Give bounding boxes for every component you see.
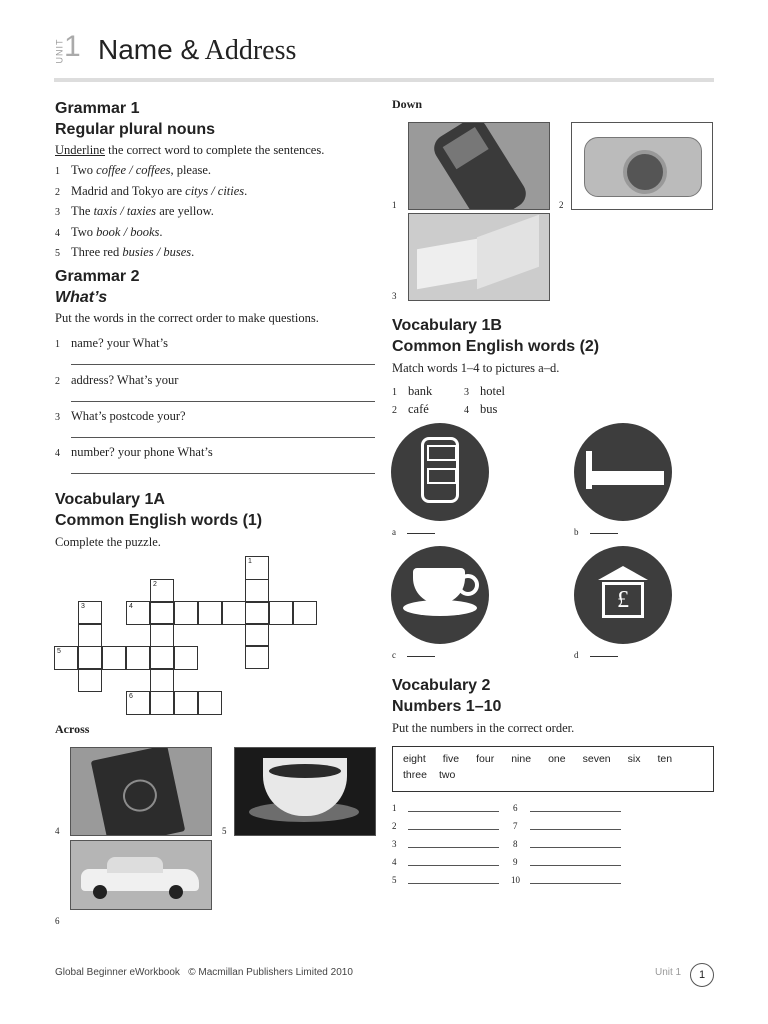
crossword-cell[interactable] xyxy=(150,691,174,715)
item-number: 4 xyxy=(464,405,469,416)
word-box-line1 xyxy=(403,753,672,765)
vocab1b-section xyxy=(392,315,712,376)
grammar1-subheading: Regular plural nouns xyxy=(55,121,216,138)
clue-number: 1 xyxy=(248,558,252,565)
instr-underline: Underline xyxy=(55,143,105,157)
crossword-cell[interactable] xyxy=(78,646,102,670)
item-number: 4 xyxy=(55,448,60,459)
cup-handle xyxy=(457,574,479,596)
title-part-a: Name & xyxy=(98,34,200,65)
crossword-cell[interactable] xyxy=(198,691,222,715)
camera-body xyxy=(584,137,702,197)
word: eight xyxy=(403,753,426,765)
car-roof xyxy=(107,857,163,873)
bed-icon xyxy=(574,423,672,521)
item-post: . xyxy=(244,183,248,198)
answer-line[interactable] xyxy=(71,473,375,474)
crossword-cell[interactable] xyxy=(150,601,174,625)
list-item xyxy=(55,243,375,264)
word: three xyxy=(403,769,427,781)
item-number: 5 xyxy=(55,248,60,259)
unit-tag-text: UNIT xyxy=(54,38,65,64)
camera-photo xyxy=(571,122,713,210)
list-item xyxy=(55,182,375,203)
vocab2-instruction: Put the numbers in the correct order. xyxy=(392,721,575,735)
item-number: 2 xyxy=(55,186,60,198)
grammar2-subheading: What’s xyxy=(55,289,108,306)
grammar1-section xyxy=(55,98,375,264)
grammar2-instruction: Put the words in the correct order to make questions. xyxy=(55,311,319,325)
grammar2-section xyxy=(55,266,375,326)
item-number: 3 xyxy=(464,387,469,398)
item-number: 2 xyxy=(392,405,397,416)
bed-base xyxy=(592,471,664,485)
vocab1a-section xyxy=(55,489,375,550)
answer-blank[interactable] xyxy=(590,656,618,657)
lens-icon xyxy=(623,150,667,194)
vocab1b-instruction: Match words 1–4 to pictures a–d. xyxy=(392,361,560,375)
bank-icon xyxy=(574,546,672,644)
crossword-cell[interactable] xyxy=(126,646,150,670)
list-item xyxy=(55,407,186,428)
item-pre: Madrid and Tokyo are xyxy=(71,183,186,198)
list-item xyxy=(55,161,375,182)
item-text: What’s postcode your? xyxy=(71,409,186,423)
item-word: hotel xyxy=(480,384,505,398)
clue-number: 2 xyxy=(153,581,157,588)
clue-number: 5 xyxy=(57,648,61,655)
vocab1b-heading: Vocabulary 1B xyxy=(392,317,502,334)
photo-number: 5 xyxy=(222,826,227,836)
instr-rest: the correct word to complete the sentences. xyxy=(104,143,325,157)
list-item xyxy=(55,443,213,464)
page-left xyxy=(417,239,477,290)
crossword-cell[interactable] xyxy=(150,646,174,670)
item-pre: The xyxy=(71,204,94,218)
answer-line[interactable] xyxy=(408,811,499,812)
word: six xyxy=(627,753,641,765)
coffee-shape xyxy=(269,764,341,778)
answer-number: 8 xyxy=(513,839,518,849)
photo-number: 4 xyxy=(55,826,60,836)
item-post: are yellow. xyxy=(156,204,214,218)
title-part-b: Address xyxy=(204,35,297,66)
list-item xyxy=(55,223,375,244)
cup-icon xyxy=(391,546,489,644)
list-item xyxy=(55,371,178,392)
answer-blank[interactable] xyxy=(590,533,618,534)
crossword-cell[interactable] xyxy=(150,668,174,692)
answer-line[interactable] xyxy=(408,829,499,830)
bus-outline xyxy=(421,437,459,503)
footer-unit: Unit 1 xyxy=(655,967,682,978)
item-number: 2 xyxy=(55,376,60,387)
crossword-cell[interactable] xyxy=(245,601,269,625)
item-number: 1 xyxy=(55,166,60,177)
item-text: name? your What’s xyxy=(71,336,168,350)
answer-line[interactable] xyxy=(71,364,375,365)
item-word: bank xyxy=(408,384,433,398)
bus-window xyxy=(427,445,457,461)
item-options[interactable]: busies / buses xyxy=(122,245,192,259)
answer-line[interactable] xyxy=(530,847,621,848)
item-pre: Three red xyxy=(71,245,123,259)
item-pre: Two xyxy=(71,224,97,239)
crossword-cell[interactable] xyxy=(245,623,269,647)
list-item xyxy=(55,202,375,223)
photo-number: 3 xyxy=(392,291,397,301)
answer-number: 3 xyxy=(392,839,397,849)
vocab1a-subheading: Common English words (1) xyxy=(55,512,263,529)
crossword-cell[interactable] xyxy=(174,646,198,670)
word: four xyxy=(476,753,495,765)
crossword-cell[interactable] xyxy=(245,579,269,603)
item-text: number? your phone What’s xyxy=(71,445,213,459)
word: five xyxy=(442,753,460,765)
bus-window xyxy=(427,468,457,484)
page-right xyxy=(477,215,539,290)
item-post: . xyxy=(159,224,163,239)
crossword-cell[interactable] xyxy=(174,691,198,715)
picture-letter: b xyxy=(574,527,579,537)
picture-letter: d xyxy=(574,650,579,660)
grammar2-heading: Grammar 2 xyxy=(55,268,140,285)
answer-line[interactable] xyxy=(71,437,375,438)
phone-screen xyxy=(443,127,489,169)
crossword-cell[interactable] xyxy=(78,623,102,647)
page-number: 1 xyxy=(690,963,714,987)
answer-line[interactable] xyxy=(530,865,621,866)
crossword-cell[interactable] xyxy=(150,623,174,647)
answer-number: 5 xyxy=(392,875,397,885)
answer-number: 2 xyxy=(392,821,397,831)
item-word: bus xyxy=(480,402,498,416)
across-label: Across xyxy=(55,722,90,736)
word: seven xyxy=(582,753,611,765)
answer-number: 4 xyxy=(392,857,397,867)
answer-blank[interactable] xyxy=(407,656,435,657)
vocab2-section xyxy=(392,675,712,736)
word: ten xyxy=(657,753,673,765)
footer-copyright: Global Beginner eWorkbook © Macmillan Publishers Limited 2010 xyxy=(55,967,353,978)
grammar1-heading: Grammar 1 xyxy=(55,100,140,117)
book-photo xyxy=(408,213,550,301)
answer-number: 10 xyxy=(511,875,520,885)
answer-line[interactable] xyxy=(530,829,621,830)
bank-roof xyxy=(598,566,648,580)
crossword-cell[interactable] xyxy=(269,601,293,625)
crossword-cell[interactable] xyxy=(222,601,246,625)
bus-icon xyxy=(391,423,489,521)
item-pre: Two xyxy=(71,163,97,177)
answer-line[interactable] xyxy=(530,811,621,812)
item-options[interactable]: taxis / taxies xyxy=(93,204,157,218)
item-number: 1 xyxy=(55,339,60,350)
vocab1a-instruction: Complete the puzzle. xyxy=(55,535,161,549)
list-item xyxy=(464,400,497,421)
crossword-cell[interactable] xyxy=(102,646,126,670)
clue-number: 3 xyxy=(81,603,85,610)
item-options[interactable]: book / books xyxy=(96,224,160,239)
answer-blank[interactable] xyxy=(407,533,435,534)
list-item xyxy=(392,400,429,421)
answer-number: 6 xyxy=(513,803,518,813)
photo-number: 6 xyxy=(55,916,60,926)
item-number: 3 xyxy=(55,207,60,218)
item-text: address? What’s your xyxy=(71,373,179,387)
phone-photo xyxy=(408,122,550,210)
answer-line[interactable] xyxy=(71,401,375,402)
answer-number: 1 xyxy=(392,803,397,813)
unit-number: 1 xyxy=(64,30,81,63)
crossword-cell[interactable] xyxy=(78,668,102,692)
taxi-photo xyxy=(70,840,212,910)
vocab2-subheading: Numbers 1–10 xyxy=(392,698,502,715)
wheel xyxy=(93,885,107,899)
item-post: . xyxy=(191,245,195,259)
grammar1-instruction xyxy=(55,143,375,158)
crest-icon xyxy=(120,776,160,814)
word: two xyxy=(438,769,456,781)
pound-icon: £ xyxy=(602,582,644,618)
answer-number: 7 xyxy=(513,821,518,831)
passport-shape xyxy=(91,747,186,836)
item-word: café xyxy=(408,402,429,416)
crossword-cell[interactable] xyxy=(245,645,269,669)
answer-line[interactable] xyxy=(530,883,621,884)
item-number: 3 xyxy=(55,412,60,423)
word: one xyxy=(548,753,566,765)
photo-number: 2 xyxy=(559,200,564,210)
answer-line[interactable] xyxy=(408,883,499,884)
answer-number: 9 xyxy=(513,857,518,867)
picture-letter: c xyxy=(392,650,396,660)
word: nine xyxy=(511,753,532,765)
crossword-cell[interactable] xyxy=(293,601,317,625)
item-number: 4 xyxy=(55,227,60,239)
item-post: , please. xyxy=(170,163,212,177)
vocab1a-heading: Vocabulary 1A xyxy=(55,491,165,508)
item-number: 1 xyxy=(392,387,397,398)
passport-photo xyxy=(70,747,212,836)
down-label: Down xyxy=(392,97,423,111)
wheel xyxy=(169,885,183,899)
header-rule xyxy=(54,78,714,82)
item-options[interactable]: citys / cities xyxy=(185,183,245,198)
item-options[interactable]: coffee / coffees xyxy=(96,163,171,177)
clue-number: 6 xyxy=(129,693,133,700)
page-title xyxy=(98,34,296,67)
word-box xyxy=(392,746,714,792)
answer-line[interactable] xyxy=(408,865,499,866)
phone-shape xyxy=(429,122,531,210)
word-box-line2 xyxy=(403,769,455,781)
answer-line[interactable] xyxy=(408,847,499,848)
clue-number: 4 xyxy=(129,603,133,610)
vocab1b-subheading: Common English words (2) xyxy=(392,338,600,355)
vocab2-heading: Vocabulary 2 xyxy=(392,677,491,694)
crossword-cell[interactable] xyxy=(198,601,222,625)
list-item xyxy=(55,334,168,355)
picture-letter: a xyxy=(392,527,396,537)
photo-number: 1 xyxy=(392,200,397,210)
coffee-photo xyxy=(234,747,376,836)
grammar1-list xyxy=(55,161,375,264)
crossword-cell[interactable] xyxy=(174,601,198,625)
